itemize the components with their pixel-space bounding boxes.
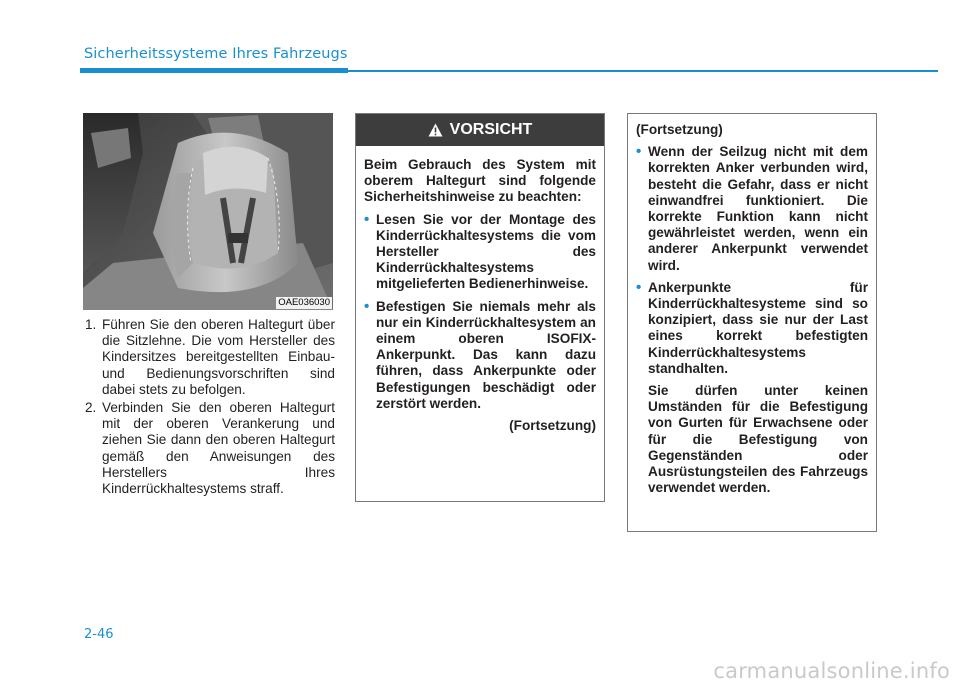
bullet-dot-icon: • (636, 143, 642, 161)
child-seat-photo (83, 113, 333, 310)
child-seat-illustration (83, 113, 333, 310)
header-rule (348, 70, 938, 72)
caution-bullet (364, 299, 596, 412)
caution-body (356, 146, 604, 434)
caution-box (355, 113, 605, 502)
continuation-bullet (636, 144, 868, 274)
page-number: 2-46 (84, 627, 114, 642)
caution-title: VORSICHT (449, 121, 533, 138)
caution-intro: Beim Gebrauch des System mit oberem Haltegurt sind folgende Sicherheitshinweise zu beachten: (364, 157, 596, 205)
bullet-dot-icon: • (364, 210, 370, 228)
header-rule-accent (80, 68, 348, 73)
bullet-text: Befestigen Sie niemals mehr als nur ein Kinderrückhaltesystem an einem oberen ISOFIX-Ankerpunkt. Das kann dazu führen, dass Ankerpunkte oder Befestigungen beschädigt oder zerstört werden. (376, 298, 596, 411)
bullet-text: Ankerpunkte für Kinderrückhaltesysteme sind so konzipiert, dass sie nur der Last eines korrekt befestigten Kinderrückhaltesystems standhalten. (648, 279, 868, 376)
caution-header (356, 114, 604, 146)
warning-triangle-icon (428, 123, 443, 137)
bullet-text: Lesen Sie vor der Montage des Kinderrückhaltesystems die vom Hersteller des Kinderrückhaltesystems mitgelieferten Bedienerhinweise. (376, 211, 596, 292)
caution-bullet (364, 212, 596, 293)
continuation-body (628, 114, 876, 496)
bullet-dot-icon: • (364, 297, 370, 315)
continuation-note: Sie dürfen unter keinen Umständen für die Befestigung von Gurten für Erwachsene oder für die Befestigung von Gegenständen oder Ausrüstungsteilen des Fahrzeugs verwendet werden. (648, 383, 868, 496)
step-number: 1. (85, 317, 97, 332)
step-item (85, 400, 335, 497)
step-number: 2. (85, 400, 97, 416)
installation-steps (85, 317, 335, 499)
continuation-box (627, 113, 877, 532)
continuation-label: (Fortsetzung) (636, 122, 723, 137)
figure-code: OAE036030 (278, 297, 330, 308)
continued-label: (Fortsetzung) (509, 418, 596, 434)
step-item (85, 317, 335, 398)
continuation-bullet (636, 280, 868, 377)
step-text: Führen Sie den oberen Haltegurt über die Sitzlehne. Die vom Hersteller des Kindersitzes bereitgestellten Einbau- und Bedienungsvorschriften sind dabei stets zu befolgen. (102, 317, 335, 397)
step-text: Verbinden Sie den oberen Haltegurt mit der oberen Verankerung und ziehen Sie dann den oberen Haltegurt gemäß den Anweisungen des Herstellers Ihres Kinderrückhaltesystems straff. (102, 400, 335, 497)
bullet-dot-icon: • (636, 278, 642, 296)
bullet-text: Wenn der Seilzug nicht mit dem korrekten Anker verbunden wird, besteht die Gefahr, dass er nicht einwandfrei funktioniert. Die korrekte Funktion kann nicht gewährleistet werden, wenn ein anderer Ankerpunkt verwendet wird. (648, 144, 868, 273)
section-title: Sicherheitssysteme Ihres Fahrzeugs (84, 46, 348, 62)
watermark: carmanualsonline.info (713, 659, 950, 683)
